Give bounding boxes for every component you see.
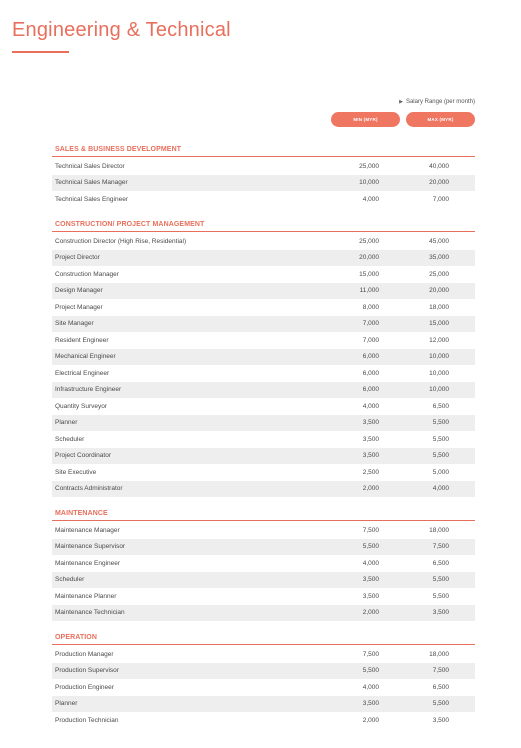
table-row (52, 522, 475, 539)
table-row (52, 175, 475, 192)
max-salary: 5,500 (432, 435, 449, 443)
max-salary: 18,000 (429, 650, 449, 658)
job-title: Technical Sales Manager (55, 179, 128, 187)
page-title: Engineering & Technical (12, 19, 231, 41)
max-salary: 7,000 (432, 195, 449, 203)
min-salary: 2,000 (362, 716, 379, 724)
table-row (52, 415, 475, 432)
max-column-header: MAX (MYR) (406, 112, 475, 127)
job-title: Scheduler (55, 576, 85, 584)
min-salary: 7,500 (362, 650, 379, 658)
table-row (52, 316, 475, 333)
salary-range-label: Salary Range (per month) (405, 99, 475, 105)
max-salary: 15,000 (429, 320, 449, 328)
min-salary: 15,000 (359, 270, 379, 278)
min-salary: 7,000 (362, 320, 379, 328)
table-row (52, 663, 475, 680)
job-title: Infrastructure Engineer (55, 386, 122, 394)
max-salary: 35,000 (429, 254, 449, 262)
min-salary: 4,000 (362, 559, 379, 567)
max-salary: 18,000 (429, 526, 449, 534)
job-title: Production Technician (55, 716, 119, 724)
job-title: Construction Manager (55, 270, 119, 278)
table-row (52, 464, 475, 481)
max-salary: 3,500 (432, 716, 449, 724)
table-row (52, 572, 475, 589)
max-salary: 6,500 (432, 683, 449, 691)
section-heading: SALES & BUSINESS DEVELOPMENT (52, 146, 475, 157)
job-title: Construction Director (High Rise, Residential) (55, 237, 187, 245)
table-row (52, 365, 475, 382)
table-row (52, 382, 475, 399)
table-row (52, 431, 475, 448)
min-salary: 4,000 (362, 683, 379, 691)
table-row (52, 481, 475, 498)
max-salary: 5,500 (432, 576, 449, 584)
table-row (52, 696, 475, 713)
min-salary: 3,500 (362, 452, 379, 460)
job-title: Site Manager (55, 320, 94, 328)
job-title: Mechanical Engineer (55, 353, 116, 361)
min-salary: 2,500 (362, 468, 379, 476)
job-title: Project Director (55, 254, 100, 262)
job-title: Electrical Engineer (55, 369, 110, 377)
max-salary: 12,000 (429, 336, 449, 344)
min-salary: 4,000 (362, 195, 379, 203)
min-salary: 6,000 (362, 353, 379, 361)
min-salary: 3,500 (362, 576, 379, 584)
min-salary: 7,000 (362, 336, 379, 344)
job-title: Planner (55, 700, 78, 708)
min-salary: 25,000 (359, 237, 379, 245)
job-title: Contracts Administrator (55, 485, 123, 493)
max-salary: 5,500 (432, 592, 449, 600)
max-salary: 7,500 (432, 543, 449, 551)
table-row (52, 588, 475, 605)
table-row (52, 539, 475, 556)
job-title: Resident Engineer (55, 336, 109, 344)
max-salary: 5,500 (432, 700, 449, 708)
table-row (52, 283, 475, 300)
job-title: Maintenance Technician (55, 609, 125, 617)
section-heading: CONSTRUCTION/ PROJECT MANAGEMENT (52, 221, 475, 232)
max-salary: 20,000 (429, 287, 449, 295)
min-column-header: MIN (MYR) (331, 112, 400, 127)
table-row (52, 349, 475, 366)
min-salary: 3,500 (362, 700, 379, 708)
min-salary: 6,000 (362, 386, 379, 394)
table-row (52, 712, 475, 729)
job-title: Production Supervisor (55, 667, 119, 675)
min-salary: 7,500 (362, 526, 379, 534)
job-title: Design Manager (55, 287, 103, 295)
max-salary: 10,000 (429, 353, 449, 361)
job-title: Maintenance Planner (55, 592, 117, 600)
table-row (52, 299, 475, 316)
job-title: Maintenance Manager (55, 526, 120, 534)
section-heading: OPERATION (52, 634, 475, 645)
max-salary: 10,000 (429, 386, 449, 394)
title-rule (12, 51, 69, 53)
max-salary: 5,500 (432, 419, 449, 427)
job-title: Quantity Surveyor (55, 402, 108, 410)
min-salary: 8,000 (362, 303, 379, 311)
max-salary: 3,500 (432, 609, 449, 617)
max-salary: 5,000 (432, 468, 449, 476)
job-title: Site Executive (55, 468, 97, 476)
min-salary: 3,500 (362, 592, 379, 600)
max-salary: 20,000 (429, 179, 449, 187)
min-salary: 5,500 (362, 667, 379, 675)
job-title: Maintenance Supervisor (55, 543, 126, 551)
job-title: Planner (55, 419, 78, 427)
max-salary: 45,000 (429, 237, 449, 245)
table-row (52, 646, 475, 663)
max-salary: 40,000 (429, 162, 449, 170)
table-row (52, 398, 475, 415)
max-salary: 4,000 (432, 485, 449, 493)
max-salary: 7,500 (432, 667, 449, 675)
max-salary: 5,500 (432, 452, 449, 460)
table-row (52, 250, 475, 267)
min-salary: 11,000 (359, 287, 379, 295)
job-title: Technical Sales Director (55, 162, 125, 170)
max-salary: 6,500 (432, 559, 449, 567)
salary-range-note (399, 99, 475, 105)
min-salary: 6,000 (362, 369, 379, 377)
job-title: Maintenance Engineer (55, 559, 121, 567)
job-title: Production Manager (55, 650, 114, 658)
min-salary: 25,000 (359, 162, 379, 170)
min-salary: 5,500 (362, 543, 379, 551)
table-row (52, 158, 475, 175)
section-heading: MAINTENANCE (52, 510, 475, 521)
min-salary: 3,500 (362, 435, 379, 443)
table-row (52, 448, 475, 465)
job-title: Technical Sales Engineer (55, 195, 128, 203)
min-salary: 20,000 (359, 254, 379, 262)
min-salary: 4,000 (362, 402, 379, 410)
max-salary: 25,000 (429, 270, 449, 278)
job-title: Project Coordinator (55, 452, 111, 460)
min-salary: 10,000 (359, 179, 379, 187)
table-row (52, 605, 475, 622)
min-salary: 2,000 (362, 485, 379, 493)
job-title: Project Manager (55, 303, 103, 311)
job-title: Production Engineer (55, 683, 114, 691)
triangle-arrow-icon: ▶ (399, 99, 403, 105)
max-salary: 10,000 (429, 369, 449, 377)
table-row (52, 191, 475, 208)
table-row (52, 555, 475, 572)
table-row (52, 332, 475, 349)
table-row (52, 233, 475, 250)
min-salary: 3,500 (362, 419, 379, 427)
job-title: Scheduler (55, 435, 85, 443)
table-row (52, 266, 475, 283)
min-salary: 2,000 (362, 609, 379, 617)
table-row (52, 679, 475, 696)
max-salary: 18,000 (429, 303, 449, 311)
max-salary: 6,500 (432, 402, 449, 410)
